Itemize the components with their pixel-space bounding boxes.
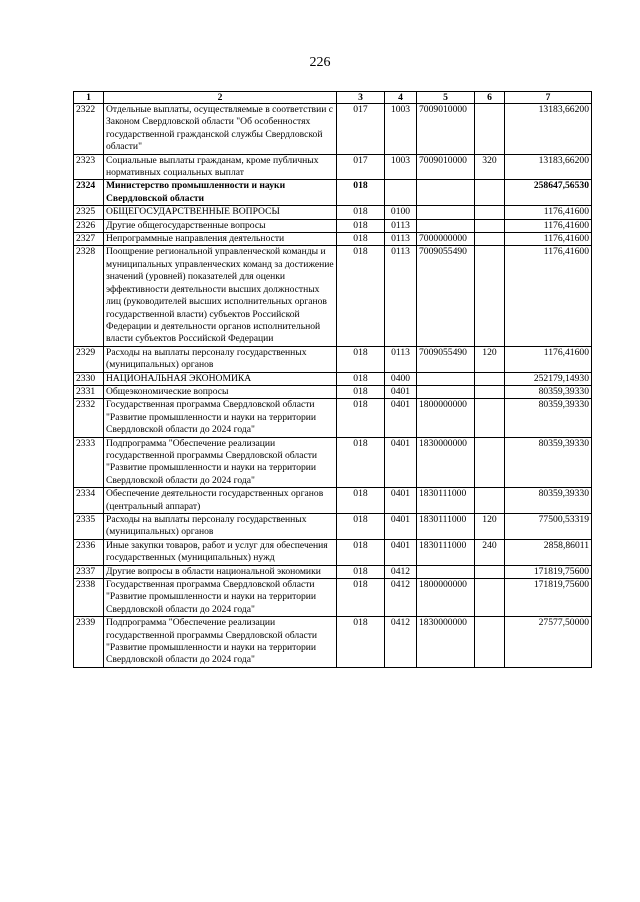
table-row — [74, 219, 592, 232]
row-name: Отдельные выплаты, осуществляемые в соответствии с Законом Свердловской области "Об особенностях государственной гражданской службы Свердловской области" — [104, 104, 337, 155]
row-target-code: 7009055490 — [417, 346, 475, 372]
row-department-code: 017 — [337, 104, 385, 155]
header-cell: 4 — [385, 92, 417, 104]
row-department-code: 017 — [337, 154, 385, 180]
table-row — [74, 488, 592, 514]
row-expense-type — [475, 399, 505, 437]
row-expense-type — [475, 437, 505, 488]
table-row — [74, 154, 592, 180]
row-target-code — [417, 206, 475, 219]
row-number: 2325 — [74, 206, 104, 219]
row-name: Расходы на выплаты персоналу государственных (муниципальных) органов — [104, 346, 337, 372]
row-target-code: 7009055490 — [417, 246, 475, 346]
row-expense-type — [475, 617, 505, 668]
row-sum: 171819,75600 — [505, 565, 592, 578]
row-section-code: 0100 — [385, 206, 417, 219]
row-expense-type — [475, 488, 505, 514]
row-target-code: 1830111000 — [417, 488, 475, 514]
row-sum: 80359,39330 — [505, 488, 592, 514]
table-row — [74, 437, 592, 488]
row-target-code — [417, 372, 475, 385]
row-section-code: 0400 — [385, 372, 417, 385]
row-expense-type: 120 — [475, 346, 505, 372]
row-department-code: 018 — [337, 579, 385, 617]
row-name: Подпрограмма "Обеспечение реализации государственной программы Свердловской области "Развитие промышленности и науки на территории Свердловской области до 2024 года" — [104, 617, 337, 668]
row-sum: 80359,39330 — [505, 385, 592, 398]
row-number: 2331 — [74, 385, 104, 398]
row-section-code: 1003 — [385, 104, 417, 155]
row-name: Государственная программа Свердловской области "Развитие промышленности и науки на территории Свердловской области до 2024 года" — [104, 579, 337, 617]
row-name: Другие общегосударственные вопросы — [104, 219, 337, 232]
row-department-code: 018 — [337, 399, 385, 437]
row-number: 2324 — [74, 180, 104, 206]
row-sum: 171819,75600 — [505, 579, 592, 617]
row-sum: 258647,56530 — [505, 180, 592, 206]
row-sum: 1176,41600 — [505, 219, 592, 232]
row-department-code: 018 — [337, 437, 385, 488]
row-name: Общеэкономические вопросы — [104, 385, 337, 398]
table-row — [74, 385, 592, 398]
row-number: 2323 — [74, 154, 104, 180]
row-number: 2326 — [74, 219, 104, 232]
table-row — [74, 565, 592, 578]
budget-table — [73, 91, 592, 668]
row-name: ОБЩЕГОСУДАРСТВЕННЫЕ ВОПРОСЫ — [104, 206, 337, 219]
row-number: 2332 — [74, 399, 104, 437]
row-name: Иные закупки товаров, работ и услуг для обеспечения государственных (муниципальных) нужд — [104, 539, 337, 565]
row-number: 2335 — [74, 514, 104, 540]
table-row — [74, 346, 592, 372]
table-row — [74, 206, 592, 219]
row-section-code: 0401 — [385, 514, 417, 540]
header-cell: 7 — [505, 92, 592, 104]
row-sum: 77500,53319 — [505, 514, 592, 540]
row-sum: 2858,86011 — [505, 539, 592, 565]
row-section-code: 0113 — [385, 233, 417, 246]
table-row — [74, 233, 592, 246]
row-department-code: 018 — [337, 565, 385, 578]
header-cell: 6 — [475, 92, 505, 104]
row-section-code: 1003 — [385, 154, 417, 180]
table-row — [74, 514, 592, 540]
row-sum: 1176,41600 — [505, 206, 592, 219]
table-row — [74, 617, 592, 668]
table-row — [74, 180, 592, 206]
row-target-code: 1830000000 — [417, 437, 475, 488]
row-expense-type — [475, 206, 505, 219]
row-department-code: 018 — [337, 233, 385, 246]
row-department-code: 018 — [337, 180, 385, 206]
row-section-code: 0412 — [385, 617, 417, 668]
row-target-code: 1800000000 — [417, 579, 475, 617]
row-section-code: 0401 — [385, 399, 417, 437]
row-expense-type: 320 — [475, 154, 505, 180]
row-expense-type — [475, 565, 505, 578]
row-name: Государственная программа Свердловской области "Развитие промышленности и науки на территории Свердловской области до 2024 года" — [104, 399, 337, 437]
row-target-code — [417, 180, 475, 206]
row-target-code: 1830111000 — [417, 514, 475, 540]
row-name: Поощрение региональной управленческой команды и муниципальных управленческих команд за достижение значений (уровней) показателей для оценки эффективности деятельности высших должностных лиц (руководителей высших исполнительных органов государственной власти) субъектов Российской Федерации и деятельности органов исполнительной власти субъектов Российской Федерации — [104, 246, 337, 346]
row-section-code: 0113 — [385, 346, 417, 372]
row-number: 2328 — [74, 246, 104, 346]
row-section-code: 0401 — [385, 488, 417, 514]
row-number: 2322 — [74, 104, 104, 155]
row-department-code: 018 — [337, 346, 385, 372]
row-name: НАЦИОНАЛЬНАЯ ЭКОНОМИКА — [104, 372, 337, 385]
row-expense-type — [475, 180, 505, 206]
row-sum: 80359,39330 — [505, 399, 592, 437]
row-section-code: 0401 — [385, 539, 417, 565]
row-sum: 80359,39330 — [505, 437, 592, 488]
row-name: Обеспечение деятельности государственных органов (центральный аппарат) — [104, 488, 337, 514]
row-name: Социальные выплаты гражданам, кроме публичных нормативных социальных выплат — [104, 154, 337, 180]
row-sum: 13183,66200 — [505, 104, 592, 155]
table-row — [74, 372, 592, 385]
row-number: 2339 — [74, 617, 104, 668]
row-section-code: 0401 — [385, 385, 417, 398]
row-number: 2327 — [74, 233, 104, 246]
header-cell: 5 — [417, 92, 475, 104]
row-target-code: 1800000000 — [417, 399, 475, 437]
row-number: 2336 — [74, 539, 104, 565]
row-department-code: 018 — [337, 206, 385, 219]
row-target-code: 1830000000 — [417, 617, 475, 668]
row-department-code: 018 — [337, 219, 385, 232]
row-target-code: 7009010000 — [417, 154, 475, 180]
row-department-code: 018 — [337, 385, 385, 398]
table-row — [74, 579, 592, 617]
row-expense-type — [475, 372, 505, 385]
row-department-code: 018 — [337, 617, 385, 668]
row-number: 2329 — [74, 346, 104, 372]
row-department-code: 018 — [337, 514, 385, 540]
row-section-code: 0412 — [385, 579, 417, 617]
row-expense-type — [475, 233, 505, 246]
row-number: 2337 — [74, 565, 104, 578]
row-number: 2338 — [74, 579, 104, 617]
row-expense-type — [475, 385, 505, 398]
row-sum: 1176,41600 — [505, 246, 592, 346]
row-expense-type — [475, 219, 505, 232]
row-expense-type — [475, 246, 505, 346]
row-number: 2330 — [74, 372, 104, 385]
row-target-code: 7009010000 — [417, 104, 475, 155]
row-sum: 13183,66200 — [505, 154, 592, 180]
header-row — [74, 92, 592, 104]
row-department-code: 018 — [337, 539, 385, 565]
row-target-code: 7000000000 — [417, 233, 475, 246]
row-sum: 1176,41600 — [505, 346, 592, 372]
row-department-code: 018 — [337, 488, 385, 514]
row-name: Подпрограмма "Обеспечение реализации государственной программы Свердловской области "Развитие промышленности и науки на территории Свердловской области до 2024 года" — [104, 437, 337, 488]
row-sum: 252179,14930 — [505, 372, 592, 385]
row-section-code: 0113 — [385, 219, 417, 232]
row-target-code — [417, 219, 475, 232]
header-cell: 1 — [74, 92, 104, 104]
row-number: 2333 — [74, 437, 104, 488]
row-name: Министерство промышленности и науки Свердловской области — [104, 180, 337, 206]
row-target-code: 1830111000 — [417, 539, 475, 565]
row-expense-type: 240 — [475, 539, 505, 565]
page-number: 226 — [309, 55, 331, 70]
header-cell: 2 — [104, 92, 337, 104]
table-row — [74, 399, 592, 437]
row-sum: 1176,41600 — [505, 233, 592, 246]
row-target-code — [417, 385, 475, 398]
table-row — [74, 104, 592, 155]
row-section-code — [385, 180, 417, 206]
row-sum: 27577,50000 — [505, 617, 592, 668]
header-cell: 3 — [337, 92, 385, 104]
row-name: Непрограммные направления деятельности — [104, 233, 337, 246]
table-row — [74, 246, 592, 346]
row-department-code: 018 — [337, 246, 385, 346]
row-name: Расходы на выплаты персоналу государственных (муниципальных) органов — [104, 514, 337, 540]
row-expense-type — [475, 579, 505, 617]
row-number: 2334 — [74, 488, 104, 514]
row-target-code — [417, 565, 475, 578]
row-section-code: 0401 — [385, 437, 417, 488]
row-name: Другие вопросы в области национальной экономики — [104, 565, 337, 578]
row-section-code: 0412 — [385, 565, 417, 578]
row-department-code: 018 — [337, 372, 385, 385]
table-row — [74, 539, 592, 565]
row-section-code: 0113 — [385, 246, 417, 346]
row-expense-type — [475, 104, 505, 155]
row-expense-type: 120 — [475, 514, 505, 540]
